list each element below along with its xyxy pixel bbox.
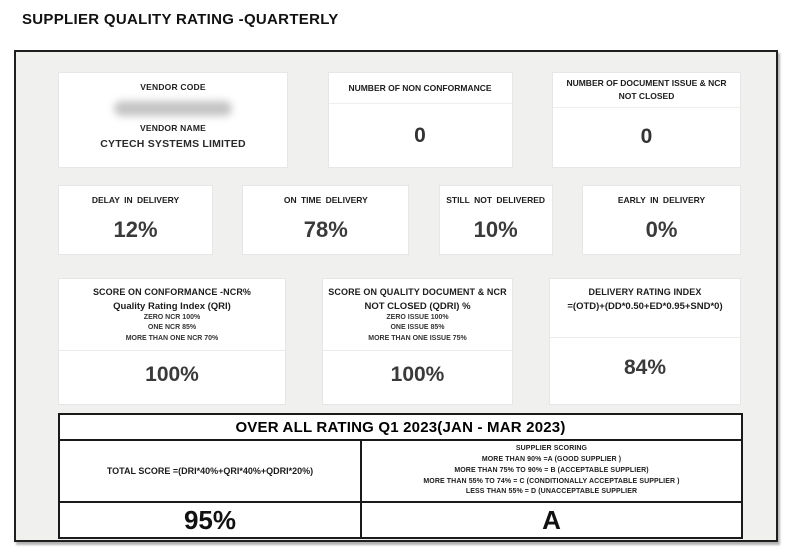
non-conformance-label: NUMBER OF NON CONFORMANCE bbox=[329, 73, 512, 104]
delay-in-delivery-value: 12% bbox=[113, 217, 158, 242]
total-score-formula: TOTAL SCORE =(DRI*40%+QRI*40%+QDRI*20%) bbox=[59, 440, 361, 502]
scoring-rule: MORE THAN 90% =A (GOOD SUPPLIER ) bbox=[481, 455, 622, 463]
rating-sheet bbox=[14, 50, 778, 542]
vendor-card bbox=[58, 72, 288, 168]
supplier-scoring-cell bbox=[361, 440, 742, 502]
score-index-row bbox=[58, 278, 741, 405]
qri-title: SCORE ON CONFORMANCE -NCR% bbox=[92, 287, 252, 297]
on-time-delivery-value: 78% bbox=[303, 217, 348, 242]
overall-rating-header: OVER ALL RATING Q1 2023(JAN - MAR 2023) bbox=[59, 414, 742, 440]
scoring-rule: MORE THAN 75% TO 90% = B (ACCEPTABLE SUPPLIER) bbox=[454, 466, 649, 474]
on-time-delivery-label: ON TIME DELIVERY bbox=[283, 195, 368, 205]
vendor-code-redacted-value bbox=[114, 101, 232, 116]
still-not-delivered-label: STILL NOT DELIVERED bbox=[446, 195, 546, 205]
qri-detail-line: ZERO NCR 100% bbox=[143, 313, 201, 321]
delivery-metrics-row bbox=[58, 185, 741, 255]
supplier-scoring-title: SUPPLIER SCORING bbox=[515, 445, 588, 452]
qri-detail-line: ONE NCR 85% bbox=[147, 324, 197, 332]
delay-in-delivery-card bbox=[58, 185, 213, 255]
total-score-value: 95% bbox=[59, 502, 361, 538]
qri-value: 100% bbox=[145, 362, 199, 386]
document-issue-value: 0 bbox=[640, 125, 653, 149]
delay-in-delivery-label: DELAY IN DELIVERY bbox=[91, 195, 180, 205]
qdri-score-card bbox=[322, 278, 513, 405]
qdri-subtitle: NOT CLOSED (QDRI) % bbox=[364, 300, 471, 312]
still-not-delivered-card bbox=[439, 185, 553, 255]
table-row bbox=[59, 440, 742, 502]
non-conformance-value: 0 bbox=[414, 123, 426, 147]
page-title: SUPPLIER QUALITY RATING -QUARTERLY bbox=[22, 11, 339, 28]
document-issue-label: NUMBER OF DOCUMENT ISSUE & NCR NOT CLOSED bbox=[553, 73, 740, 108]
qri-detail-line: MORE THAN ONE NCR 70% bbox=[125, 334, 219, 342]
overall-rating-table bbox=[58, 413, 743, 539]
qri-subtitle: Quality Rating Index (QRI) bbox=[113, 300, 231, 312]
early-in-delivery-value: 0% bbox=[645, 217, 678, 242]
dri-formula: =(OTD)+(DD*0.50+ED*0.95+SND*0) bbox=[567, 300, 723, 312]
qri-score-card bbox=[58, 278, 286, 405]
qdri-detail-line: MORE THAN ONE ISSUE 75% bbox=[368, 334, 467, 342]
qdri-detail-line: ZERO ISSUE 100% bbox=[386, 313, 449, 321]
dri-value: 84% bbox=[623, 355, 667, 379]
dri-title: DELIVERY RATING INDEX bbox=[588, 287, 702, 297]
early-in-delivery-card bbox=[582, 185, 741, 255]
table-row bbox=[59, 502, 742, 538]
vendor-counter-row bbox=[58, 72, 741, 168]
still-not-delivered-value: 10% bbox=[473, 217, 518, 242]
scoring-rule: MORE THAN 55% TO 74% = C (CONDITIONALLY ACCEPTABLE SUPPLIER ) bbox=[423, 477, 680, 485]
vendor-name-label: VENDOR NAME bbox=[140, 123, 206, 133]
scoring-rule: LESS THAN 55% = D (UNACCEPTABLE SUPPLIER bbox=[465, 488, 638, 496]
early-in-delivery-label: EARLY IN DELIVERY bbox=[617, 195, 706, 205]
qdri-title: SCORE ON QUALITY DOCUMENT & NCR bbox=[328, 287, 507, 297]
vendor-code-label: VENDOR CODE bbox=[140, 82, 206, 92]
supplier-grade-value: A bbox=[361, 502, 742, 538]
on-time-delivery-card bbox=[242, 185, 409, 255]
delivery-rating-index-card bbox=[549, 278, 741, 405]
document-issue-card bbox=[552, 72, 741, 168]
vendor-name-value: CYTECH SYSTEMS LIMITED bbox=[100, 138, 246, 150]
non-conformance-card bbox=[328, 72, 513, 168]
qdri-value: 100% bbox=[390, 362, 445, 386]
table-row bbox=[59, 414, 742, 440]
qdri-detail-line: ONE ISSUE 85% bbox=[390, 324, 445, 332]
